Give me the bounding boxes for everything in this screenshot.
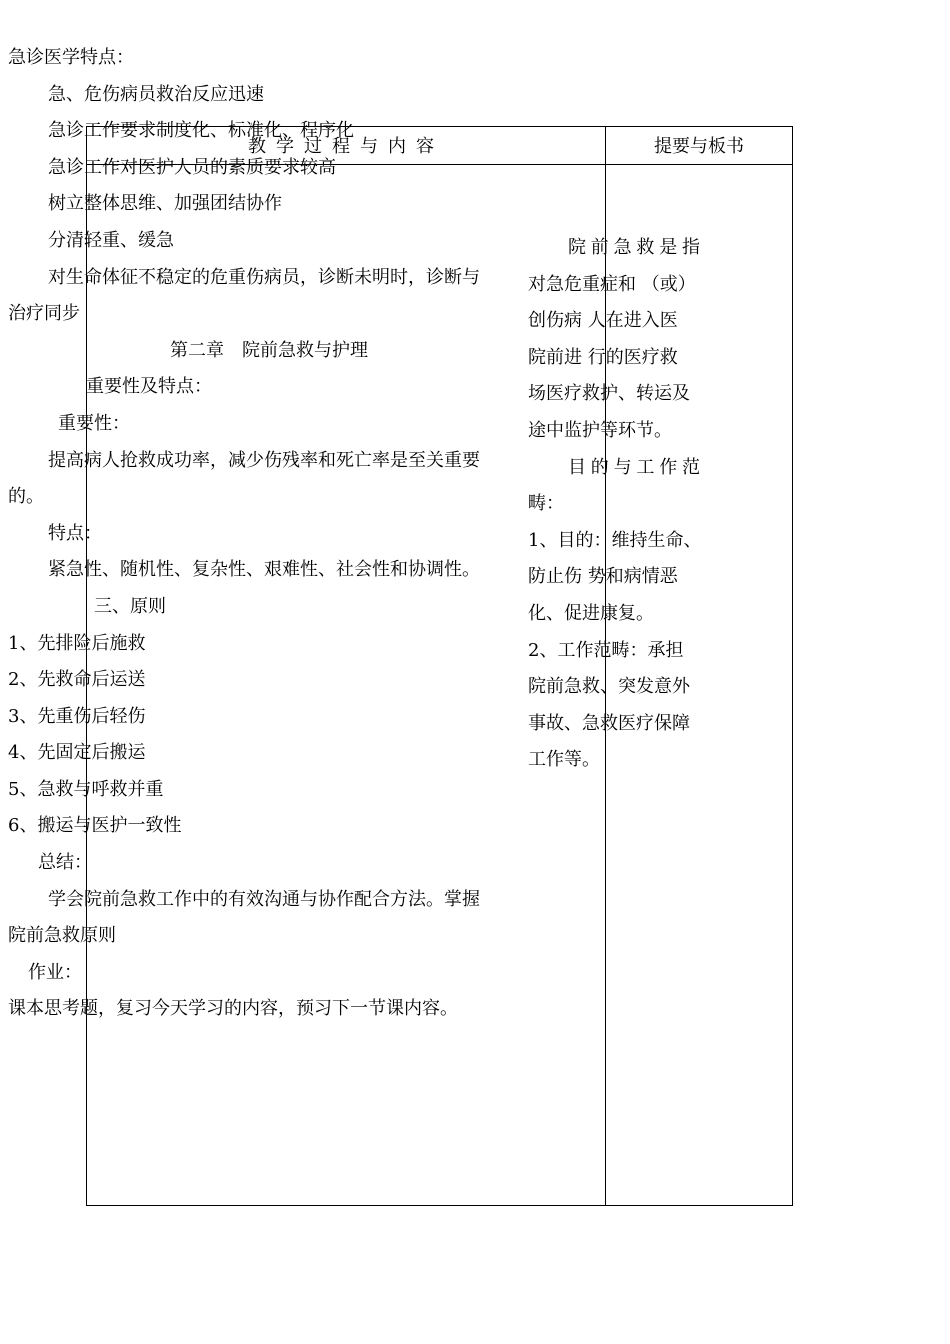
note-line: 院前急救、突发意外 <box>528 676 690 698</box>
content-line: 急诊工作对医护人员的素质要求较高 <box>48 156 336 178</box>
content-line: 对生命体征不稳定的危重伤病员，诊断未明时，诊断与 <box>48 266 480 288</box>
content-line: 的。 <box>8 486 44 508</box>
content-line: 治疗同步 <box>8 303 80 325</box>
notes-column <box>528 230 700 779</box>
note-line: 创伤病 人在进入医 <box>528 310 678 332</box>
content-line: 紧急性、随机性、复杂性、艰难性、社会性和协调性。 <box>48 559 480 581</box>
content-line: 分清轻重、缓急 <box>48 229 174 251</box>
note-line: 事故、急救医疗保障 <box>528 712 690 734</box>
content-line: 提高病人抢救成功率，减少伤残率和死亡率是至关重要 <box>48 449 480 471</box>
content-line: 重要性： <box>58 412 130 434</box>
note-line: 院前急救是指 <box>568 237 700 258</box>
note-line: 畴： <box>528 493 564 515</box>
note-line: 2、工作范畴：承担 <box>528 639 684 661</box>
principle-item: 6、搬运与医护一致性 <box>8 815 182 837</box>
header-notes: 提要与板书 <box>654 136 744 157</box>
header-teaching-content: 教学过程与内容 <box>248 136 444 157</box>
note-line: 1、目的：维持生命、 <box>528 529 702 551</box>
principle-item: 4、先固定后搬运 <box>8 742 146 764</box>
principle-item: 5、急救与呼救并重 <box>8 778 164 800</box>
note-line: 院前进 行的医疗救 <box>528 346 678 368</box>
content-line: 总结： <box>38 852 92 874</box>
content-line: 急诊工作要求制度化、标准化、程序化 <box>48 120 354 142</box>
content-line: 急、危伤病员救治反应迅速 <box>48 83 264 105</box>
content-line: 课本思考题，复习今天学习的内容，预习下一节课内容。 <box>8 998 458 1020</box>
chapter-heading: 第二章 院前急救与护理 <box>170 339 368 361</box>
principle-item: 3、先重伤后轻伤 <box>8 705 146 727</box>
content-line: 急诊医学特点： <box>8 47 134 68</box>
note-line: 场医疗救护、转运及 <box>528 383 690 405</box>
teaching-content-column <box>8 40 510 1028</box>
content-line: 学会院前急救工作中的有效沟通与协作配合方法。掌握 <box>48 888 480 910</box>
note-line: 化、促进康复。 <box>528 602 654 624</box>
note-line: 对急危重症和 （或） <box>528 273 696 295</box>
principle-item: 1、先排险后施救 <box>8 632 146 654</box>
note-line: 防止伤 势和病情恶 <box>528 566 678 588</box>
section-heading: 三、原则 <box>94 595 166 617</box>
content-line: 院前急救原则 <box>8 925 116 947</box>
note-line: 工作等。 <box>528 749 600 771</box>
content-line: 特点： <box>48 522 102 544</box>
content-line: 重要性及特点： <box>86 376 212 398</box>
note-line: 途中监护等环节。 <box>528 419 672 441</box>
content-line: 树立整体思维、加强团结协作 <box>48 193 282 215</box>
note-line: 目的与工作范 <box>568 456 700 478</box>
principle-item: 2、先救命后运送 <box>8 669 146 691</box>
content-line: 作业： <box>28 961 82 983</box>
